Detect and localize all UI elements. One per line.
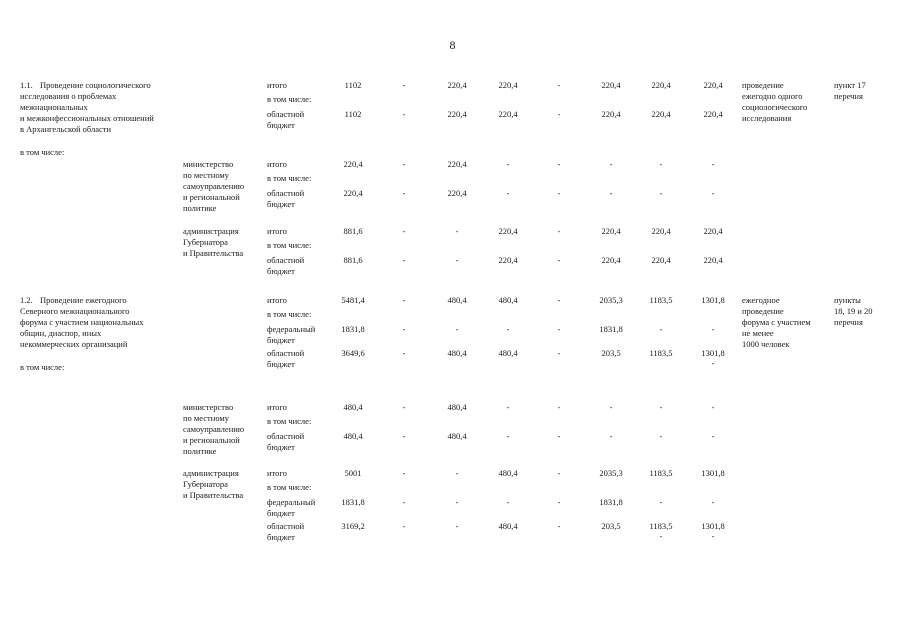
table-cell: - bbox=[506, 159, 510, 169]
table-cell: - bbox=[557, 324, 561, 334]
section-title-line: Северного межнационального bbox=[20, 306, 130, 316]
table-cell: - bbox=[402, 226, 406, 236]
table-cell: 220,4 bbox=[651, 255, 671, 265]
table-cell: 480,4 bbox=[447, 295, 467, 305]
table-cell: - bbox=[402, 159, 406, 169]
table-cell: - bbox=[659, 402, 663, 412]
table-cell: 1183,5 bbox=[649, 468, 673, 478]
expected-result-line: ежегодное bbox=[742, 295, 780, 305]
table-cell-dash: - bbox=[711, 531, 715, 541]
table-cell: 220,4 bbox=[651, 80, 671, 90]
table-cell: - bbox=[557, 402, 561, 412]
table-cell: 5001 bbox=[344, 468, 362, 478]
table-cell: 220,4 bbox=[703, 109, 723, 119]
table-cell: 220,4 bbox=[703, 226, 723, 236]
table-cell: - bbox=[711, 402, 715, 412]
table-cell: - bbox=[711, 188, 715, 198]
funding-source-line: итого bbox=[267, 402, 287, 412]
expected-result-line: 1000 человек bbox=[742, 339, 790, 349]
table-cell: - bbox=[659, 188, 663, 198]
executor-line: министерство bbox=[183, 402, 234, 412]
table-cell: - bbox=[557, 348, 561, 358]
funding-source-line: итого bbox=[267, 295, 287, 305]
reference-line: пункты bbox=[834, 295, 861, 305]
table-cell: - bbox=[506, 324, 510, 334]
funding-source-line: бюджет bbox=[267, 120, 295, 130]
executor-line: администрация bbox=[183, 226, 239, 236]
table-cell: 220,4 bbox=[343, 188, 363, 198]
executor-line: и региональной bbox=[183, 192, 240, 202]
executor-line: по местному bbox=[183, 413, 230, 423]
executor-line: и Правительства bbox=[183, 490, 244, 500]
expected-result-line: исследования bbox=[742, 113, 792, 123]
reference-line: пункт 17 bbox=[834, 80, 866, 90]
table-cell: - bbox=[506, 188, 510, 198]
table-cell: - bbox=[557, 255, 561, 265]
executor-line: по местному bbox=[183, 170, 230, 180]
funding-source-line: итого bbox=[267, 468, 287, 478]
table-cell: - bbox=[557, 497, 561, 507]
table-cell: - bbox=[557, 188, 561, 198]
funding-source-line: областной bbox=[267, 109, 305, 119]
reference-line: перечня bbox=[834, 317, 863, 327]
expected-result-line: проведение bbox=[742, 306, 784, 316]
table-cell: 480,4 bbox=[343, 431, 363, 441]
funding-source-line: бюджет bbox=[267, 442, 295, 452]
table-cell: 1102 bbox=[344, 80, 362, 90]
table-cell: - bbox=[402, 348, 406, 358]
table-cell: 220,4 bbox=[447, 159, 467, 169]
including-label: в том числе: bbox=[20, 147, 65, 157]
table-cell: 480,4 bbox=[498, 348, 518, 358]
section-title-line: некоммерческих организаций bbox=[20, 339, 128, 349]
table-cell: - bbox=[711, 159, 715, 169]
expected-result-line: ежегодно одного bbox=[742, 91, 803, 101]
expected-result-line: не менее bbox=[742, 328, 774, 338]
funding-source-line: в том числе: bbox=[267, 240, 312, 250]
table-cell: - bbox=[609, 402, 613, 412]
table-cell: - bbox=[455, 255, 459, 265]
table-cell: - bbox=[455, 324, 459, 334]
table-cell: - bbox=[557, 80, 561, 90]
table-cell: - bbox=[455, 226, 459, 236]
funding-source-line: бюджет bbox=[267, 335, 295, 345]
executor-line: политике bbox=[183, 203, 217, 213]
funding-source-line: бюджет bbox=[267, 359, 295, 369]
table-cell: - bbox=[557, 159, 561, 169]
table-cell: - bbox=[402, 324, 406, 334]
table-cell: 1301,8 bbox=[701, 348, 725, 358]
section-title-line: исследования о проблемах bbox=[20, 91, 117, 101]
executor-line: самоуправлению bbox=[183, 424, 245, 434]
funding-source-line: бюджет bbox=[267, 266, 295, 276]
including-label: в том числе: bbox=[20, 362, 65, 372]
expected-result-line: проведение bbox=[742, 80, 784, 90]
section-title-line: форума с участием национальных bbox=[20, 317, 144, 327]
table-cell: 220,4 bbox=[498, 80, 518, 90]
table-cell: 203,5 bbox=[601, 521, 621, 531]
table-cell: 480,4 bbox=[447, 402, 467, 412]
table-cell: - bbox=[506, 431, 510, 441]
table-cell: - bbox=[557, 109, 561, 119]
table-cell: 480,4 bbox=[498, 521, 518, 531]
table-cell: 3649,6 bbox=[341, 348, 365, 358]
table-cell: - bbox=[402, 255, 406, 265]
table-cell: - bbox=[455, 497, 459, 507]
executor-line: Губернатора bbox=[183, 479, 228, 489]
section-title-line: в Архангельской области bbox=[20, 124, 112, 134]
table-cell: - bbox=[659, 431, 663, 441]
table-cell: - bbox=[455, 468, 459, 478]
table-cell: 1301,8 bbox=[701, 468, 725, 478]
funding-source-line: областной bbox=[267, 188, 305, 198]
page-number: 8 bbox=[449, 38, 456, 52]
table-cell: 1183,5 bbox=[649, 348, 673, 358]
table-cell: 480,4 bbox=[447, 348, 467, 358]
table-cell: 1301,8 bbox=[701, 295, 725, 305]
table-cell: - bbox=[609, 188, 613, 198]
table-cell: 220,4 bbox=[498, 226, 518, 236]
table-cell: 480,4 bbox=[447, 431, 467, 441]
table-cell: 220,4 bbox=[703, 255, 723, 265]
table-cell: - bbox=[402, 295, 406, 305]
table-cell: 1831,8 bbox=[341, 497, 365, 507]
table-cell-dash: - bbox=[711, 358, 715, 368]
funding-source-line: итого bbox=[267, 159, 287, 169]
table-cell: - bbox=[659, 324, 663, 334]
table-cell: 2035,3 bbox=[599, 468, 623, 478]
funding-source-line: бюджет bbox=[267, 199, 295, 209]
table-cell: - bbox=[557, 468, 561, 478]
section-title-line: Проведение социологического bbox=[40, 80, 151, 90]
funding-source-line: итого bbox=[267, 80, 287, 90]
funding-source-line: в том числе: bbox=[267, 482, 312, 492]
executor-line: политике bbox=[183, 446, 217, 456]
table-cell: - bbox=[402, 497, 406, 507]
section-title-line: межнациональных bbox=[20, 102, 88, 112]
section-title-line: общин, диаспор, иных bbox=[20, 328, 102, 338]
table-cell: 220,4 bbox=[447, 109, 467, 119]
reference-line: 18, 19 и 20 bbox=[834, 306, 873, 316]
table-cell: 220,4 bbox=[498, 109, 518, 119]
executor-line: и региональной bbox=[183, 435, 240, 445]
table-cell: - bbox=[659, 159, 663, 169]
table-cell: 220,4 bbox=[447, 80, 467, 90]
section-code: 1.2. bbox=[20, 295, 33, 305]
executor-line: министерство bbox=[183, 159, 234, 169]
table-cell: - bbox=[402, 521, 406, 531]
executor-line: и Правительства bbox=[183, 248, 244, 258]
funding-source-line: областной bbox=[267, 431, 305, 441]
executor-line: самоуправлению bbox=[183, 181, 245, 191]
table-cell: - bbox=[402, 109, 406, 119]
table-cell: - bbox=[711, 431, 715, 441]
table-cell: - bbox=[455, 521, 459, 531]
table-cell: 220,4 bbox=[447, 188, 467, 198]
table-cell: 220,4 bbox=[601, 255, 621, 265]
funding-source-line: областной bbox=[267, 348, 305, 358]
table-cell: 1102 bbox=[344, 109, 362, 119]
table-cell: 480,4 bbox=[343, 402, 363, 412]
table-cell: 203,5 bbox=[601, 348, 621, 358]
table-cell: 1183,5 bbox=[649, 521, 673, 531]
table-cell: 2035,3 bbox=[599, 295, 623, 305]
table-cell: 220,4 bbox=[601, 80, 621, 90]
table-cell: 3169,2 bbox=[341, 521, 365, 531]
funding-source-line: федеральный bbox=[267, 324, 316, 334]
executor-line: Губернатора bbox=[183, 237, 228, 247]
funding-source-line: федеральный bbox=[267, 497, 316, 507]
table-cell: 1301,8 bbox=[701, 521, 725, 531]
funding-source-line: областной bbox=[267, 255, 305, 265]
table-cell: 220,4 bbox=[343, 159, 363, 169]
table-cell: - bbox=[557, 226, 561, 236]
table-cell: 480,4 bbox=[498, 468, 518, 478]
table-cell: 881,6 bbox=[343, 255, 363, 265]
table-cell: 480,4 bbox=[498, 295, 518, 305]
funding-source-line: в том числе: bbox=[267, 173, 312, 183]
expected-result-line: социологического bbox=[742, 102, 808, 112]
reference-line: перечня bbox=[834, 91, 863, 101]
table-cell: - bbox=[506, 402, 510, 412]
table-cell: 220,4 bbox=[601, 109, 621, 119]
table-cell: 220,4 bbox=[498, 255, 518, 265]
table-cell: - bbox=[609, 431, 613, 441]
table-cell-dash: - bbox=[659, 531, 663, 541]
section-code: 1.1. bbox=[20, 80, 33, 90]
table-cell: - bbox=[402, 431, 406, 441]
table-cell: 220,4 bbox=[651, 109, 671, 119]
table-cell: 1183,5 bbox=[649, 295, 673, 305]
table-cell: - bbox=[609, 159, 613, 169]
table-cell: - bbox=[557, 431, 561, 441]
table-cell: - bbox=[402, 402, 406, 412]
table-cell: 1831,8 bbox=[599, 324, 623, 334]
table-cell: 220,4 bbox=[651, 226, 671, 236]
table-cell: - bbox=[506, 497, 510, 507]
table-cell: - bbox=[557, 521, 561, 531]
table-cell: 5481,4 bbox=[341, 295, 365, 305]
funding-source-line: итого bbox=[267, 226, 287, 236]
executor-line: администрация bbox=[183, 468, 239, 478]
funding-source-line: областной bbox=[267, 521, 305, 531]
table-cell: 220,4 bbox=[601, 226, 621, 236]
table-cell: 881,6 bbox=[343, 226, 363, 236]
table-cell: - bbox=[659, 497, 663, 507]
table-cell: 1831,8 bbox=[341, 324, 365, 334]
table-cell: - bbox=[402, 188, 406, 198]
table-cell: - bbox=[402, 468, 406, 478]
table-cell: - bbox=[402, 80, 406, 90]
funding-source-line: бюджет bbox=[267, 532, 295, 542]
section-title-line: и межконфессиональных отношений bbox=[20, 113, 154, 123]
section-title-line: Проведение ежегодного bbox=[40, 295, 127, 305]
table-cell: 1831,8 bbox=[599, 497, 623, 507]
expected-result-line: форума с участием bbox=[742, 317, 811, 327]
funding-source-line: в том числе: bbox=[267, 416, 312, 426]
funding-source-line: в том числе: bbox=[267, 309, 312, 319]
funding-source-line: в том числе: bbox=[267, 94, 312, 104]
table-cell: - bbox=[557, 295, 561, 305]
table-cell: - bbox=[711, 324, 715, 334]
table-cell: 220,4 bbox=[703, 80, 723, 90]
funding-source-line: бюджет bbox=[267, 508, 295, 518]
table-cell: - bbox=[711, 497, 715, 507]
